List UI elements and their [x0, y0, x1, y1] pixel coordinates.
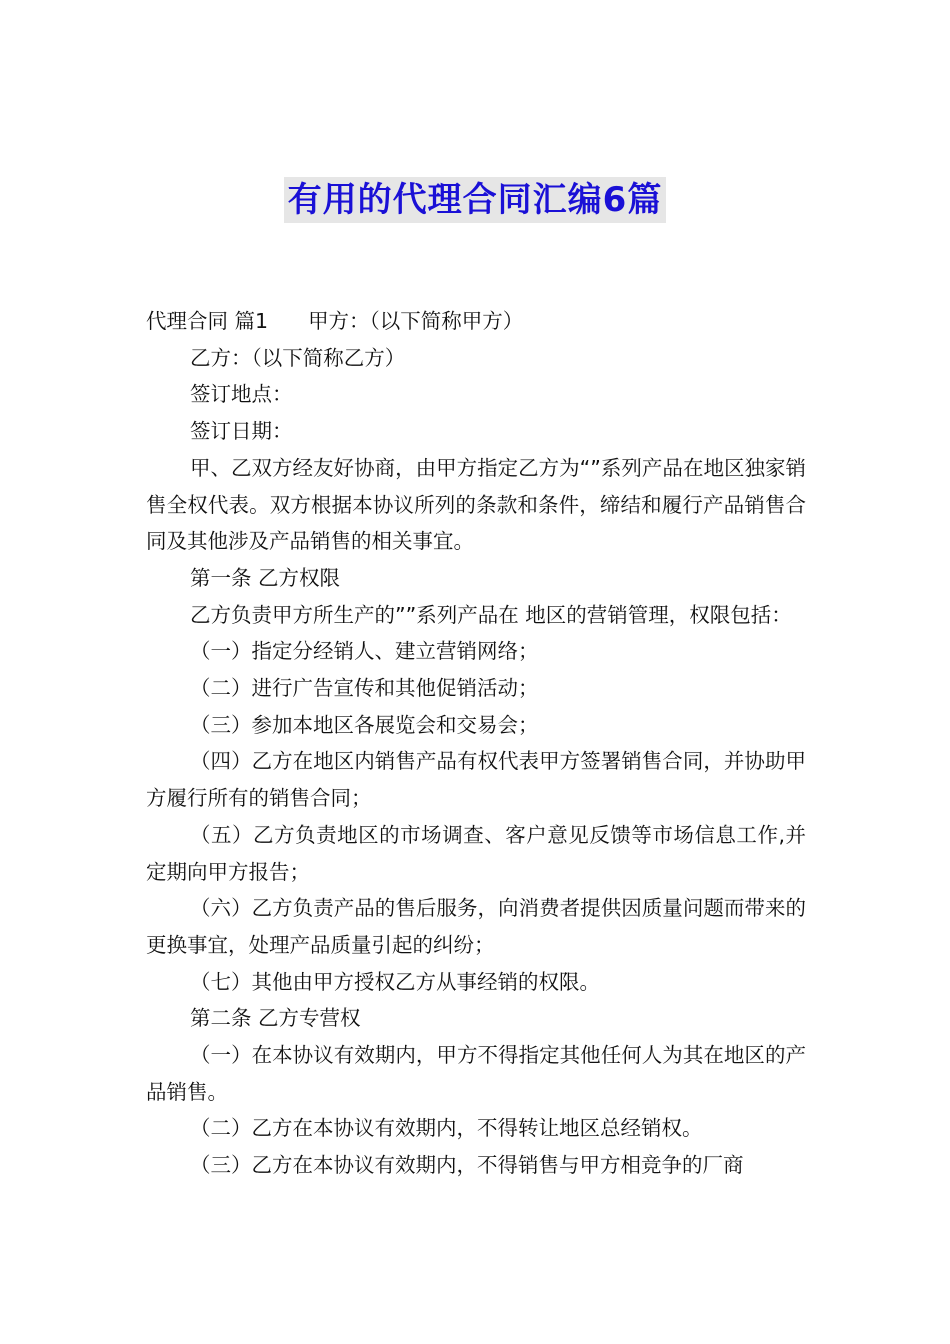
list-item: （五）乙方负责地区的市场调查、客户意见反馈等市场信息工作,并定期向甲方报告；: [146, 822, 806, 884]
document-title: 有用的代理合同汇编6篇: [284, 177, 667, 223]
list-item: （二）进行广告宣传和其他促销活动；: [190, 676, 539, 701]
title-container: [0, 177, 950, 223]
paragraph: 签订日期：: [190, 419, 293, 444]
list-item: （四）乙方在地区内销售产品有权代表甲方签署销售合同，并协助甲方履行所有的销售合同；: [146, 749, 806, 811]
list-item: （六）乙方负责产品的售后服务，向消费者提供因质量问题而带来的更换事宜，处理产品质量引起的纠纷；: [146, 896, 806, 957]
list-item: （三）乙方在本协议有效期内，不得销售与甲方相竞争的厂商: [190, 1153, 744, 1178]
list-item: （七）其他由甲方授权乙方从事经销的权限。: [190, 969, 600, 994]
paragraph: 乙方负责甲方所生产的””系列产品在 地区的营销管理，权限包括：: [190, 602, 792, 627]
paragraph: 签订地点：: [190, 382, 293, 407]
first-line: [146, 303, 806, 340]
paragraph: 甲、乙双方经友好协商，由甲方指定乙方为“”系列产品在地区独家销售全权代表。双方根据本协议所列的条款和条件，缔结和履行产品销售合同及其他涉及产品销售的相关事宜。: [146, 455, 806, 554]
article-heading: 第一条 乙方权限: [190, 565, 341, 590]
list-item: （一）在本协议有效期内，甲方不得指定其他任何人为其在地区的产品销售。: [146, 1043, 806, 1104]
list-item: （一）指定分经销人、建立营销网络；: [190, 639, 539, 664]
article-heading: 第二条 乙方专营权: [190, 1006, 361, 1031]
list-item: （二）乙方在本协议有效期内，不得转让地区总经销权。: [190, 1116, 703, 1141]
document-body: [146, 303, 806, 1184]
list-item: （三）参加本地区各展览会和交易会；: [190, 712, 539, 737]
party-a-line: 甲方：（以下简称甲方）: [308, 309, 524, 333]
section-heading: 代理合同 篇1: [146, 309, 269, 333]
paragraph: 乙方：（以下简称乙方）: [190, 345, 406, 370]
